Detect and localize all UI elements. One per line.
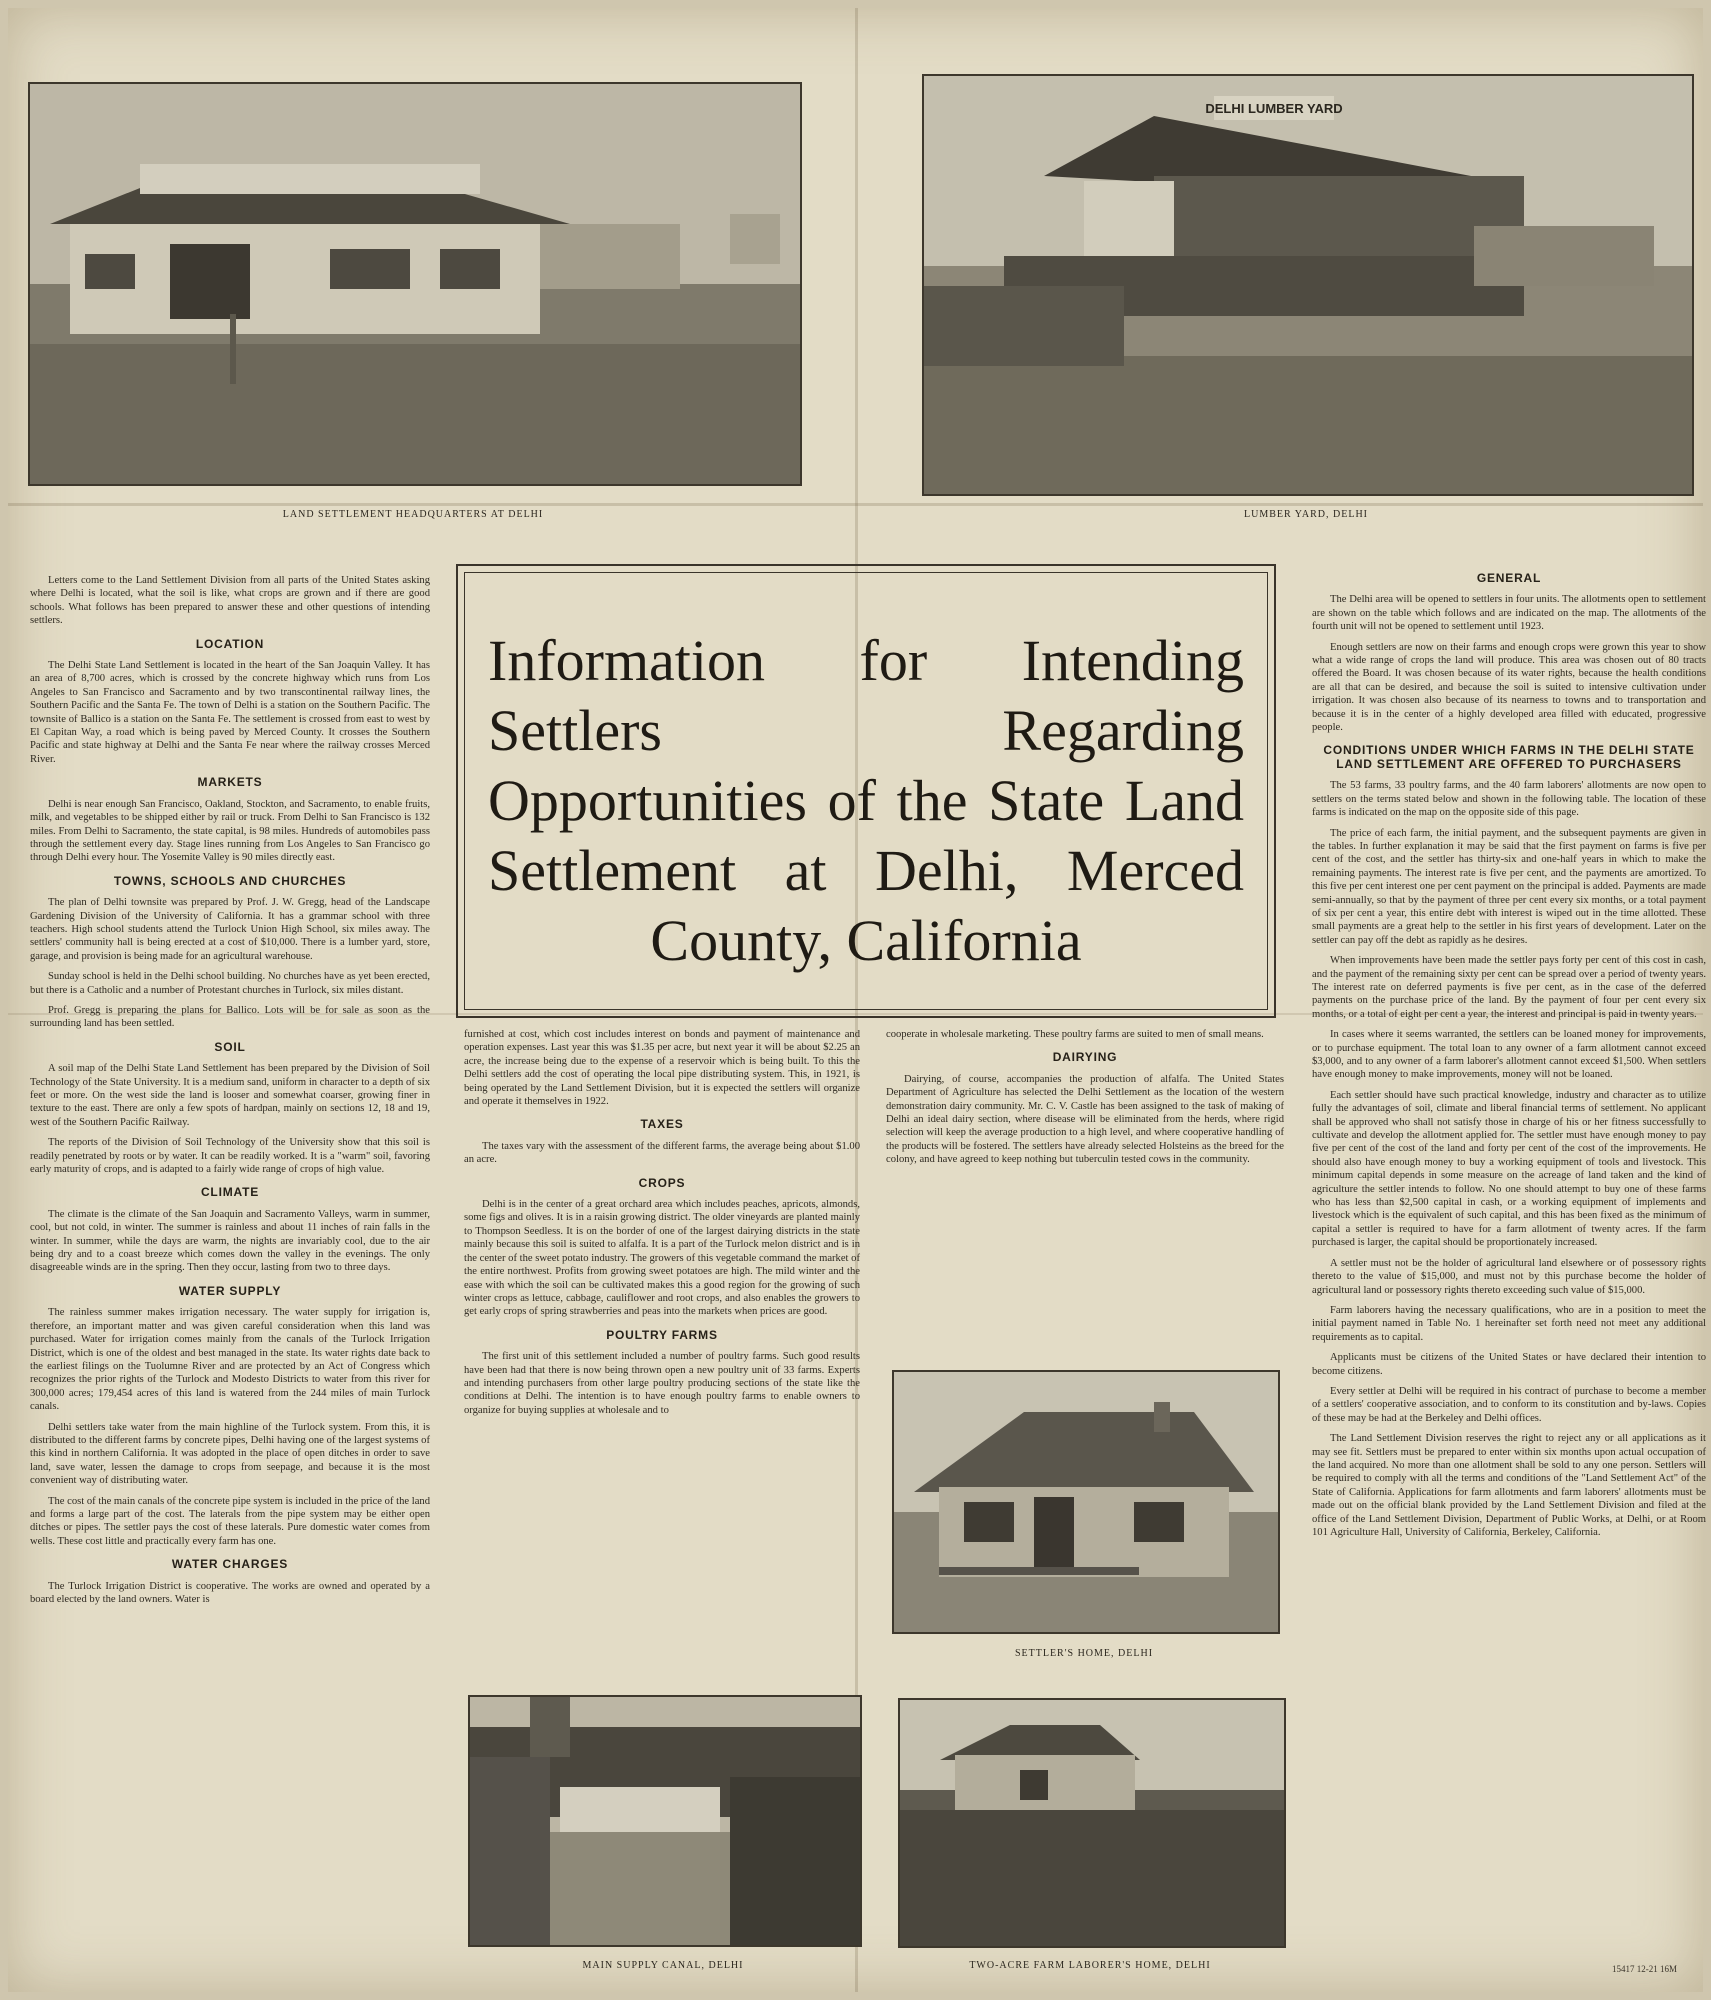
caption-laborers-home: TWO-ACRE FARM LABORER'S HOME, DELHI [969,1960,1211,1971]
footer-code: 15417 12-21 16M [1612,1964,1677,1974]
general-paragraph-1: The Delhi area will be opened to settlers in four units. The allotments open to settlement are shown on the table which follows and are indicated on the map. The allotments of the fourth unit will not be opened to settlement until 1923. [1312,594,1706,633]
crops-heading: CROPS [638,1175,686,1190]
caption-lumber-yard: LUMBER YARD, DELHI [1243,509,1368,520]
charges-continued-paragraph: furnished at cost, which cost includes interest on bonds and payment of maintenance and operation expenses. Last year this was $1.35 per acre, but next year it will be about $2.25 an acre, the increase being due to the expense of a reservoir which is being built. To this the Delhi settlers add the cost of operating the local pipe distributing system. This, in 1921, is being operated by the Land Settlement Division, but it is expected the settlers will organize and operate it themselves in 1922. [464,1029,860,1108]
conditions-paragraph-1: The 53 farms, 33 poultry farms, and the 40 farm laborers' allotments are now open to settlers on the terms stated below and shown in the following table. The location of these farms is indicated on the map on the opposite side of this page. [1312,780,1706,819]
right-column [1312,570,1706,1546]
dairying-paragraph: Dairying, of course, accompanies the production of alfalfa. The United States Department of Agriculture has selected the Delhi Settlement as the location of the western demonstration dairy community. Mr. C. V. Castle has been assigned to the task of making of Delhi an ideal dairy section, where disease will be eliminated from the herds, where rigid selection will keep the average production to a high level, and where cooperative handling of the products will be fostered. The settlers have already selected Holsteins as the breed for the colony, and have agreed to keep nothing but tuberculin tested cows in the community. [886,1073,1284,1166]
photo-settlers-home [892,1370,1280,1634]
climate-paragraph: The climate is the climate of the San Joaquin and Sacramento Valleys, warm in summer, cool, but not cold, in winter. The summer is rainless and about 11 inches of rain falls in the winter. In summer, while the days are warm, the nights are invariably cool, due to the air being dry and to a coast breeze which comes down the valley in the evenings. The only disagreeable winds are in the spring. Then they occur, lasting from two to three days. [30,1208,430,1274]
taxes-heading: TAXES [640,1117,684,1132]
photo-main-supply-canal [468,1695,862,1947]
conditions-paragraph-2: The price of each farm, the initial payment, and the subsequent payments are given in the tables. In further explanation it may be said that the first payment on farms is five per cent of the cost, and the settler has thirty-six and one-half years in which to make the remaining payments. The interest rate is five per cent, and the payments are amortized. To this five per cent interest one per cent payment on the principal is added. Payments are made semi-annually, so that by the payment of three per cent every six months, or a total payment of six per cent a year, this entire debt with interest is wiped out in the time allotted. These small payments are a great help to the settler in his first years of development. Later on the settler can pay off the debt as rapidly as he desires. [1312,827,1706,946]
lumber-yard-sign: DELHI LUMBER YARD [1205,101,1343,116]
water-supply-heading: WATER SUPPLY [178,1283,282,1298]
general-heading: GENERAL [1476,571,1542,585]
towns-paragraph-2: Sunday school is held in the Delhi school building. No churches have as yet been erected, but there is a Catholic and a number of Protestant churches in Turlock, six miles distant. [30,971,430,996]
dairying-heading: DAIRYING [1052,1050,1118,1065]
conditions-paragraph-9: Every settler at Delhi will be required in his contract of purchase to become a member of a settlers' cooperative association, and to conform to its constitution and by-laws. Copies of these may be had at the Berkeley and Delhi offices. [1312,1385,1706,1424]
water-charges-paragraph: The Turlock Irrigation District is cooperative. The works are owned and operated by a board elected by the land owners. Water is [30,1580,430,1605]
markets-paragraph: Delhi is near enough San Francisco, Oakland, Stockton, and Sacramento, to enable fruits, milk, and vegetables to be shipped either by rail or truck. From Delhi to San Francisco is 132 miles. From Delhi to Sacramento, the state capital, is 98 miles. Hundreds of automobiles pass through the settlement every day. Stage lines running from Los Angeles to San Francisco go through Delhi every hour. The Yosemite Valley is 90 miles directly east. [30,798,430,864]
left-column [30,574,430,1613]
photo-lumber-yard [922,74,1694,496]
intro-paragraph: Letters come to the Land Settlement Division from all parts of the United States asking where Delhi is located, what the soil is like, what crops are grown and if there are good schools. What follows has been prepared to answer these and other questions of intending settlers. [30,575,430,627]
towns-paragraph-1: The plan of Delhi townsite was prepared by Prof. J. W. Gregg, head of the Landscape Gardening Division of the University of California. It has a grammar school with three teachers. High school students attend the Turlock Union High School, six miles away. The settlers' community hall is being erected at a cost of $10,000. There is a lumber yard, store, garage, and provision is being made for an agricultural warehouse. [30,897,430,962]
conditions-paragraph-10: The Land Settlement Division reserves the right to reject any or all applications as it may see fit. Settlers must be prepared to enter within six months upon actual occupation of the land acquired. No more than one allotment shall be sold to any one person. Settlers will be required to comply with all the terms and conditions of the "Land Settlement Act" of the State of California. Applications for farm allotments and farm laborers' allotments must be made out on the official blank provided by the Land Settlement Division and filed at the office of the Land Settlement Division, Department of Public Works, at Delhi, or at Room 101 Agriculture Hall, University of California, Berkeley, California. [1312,1433,1706,1538]
climate-heading: CLIMATE [200,1185,260,1200]
photo-laborers-home [898,1698,1286,1948]
horizontal-fold [8,503,1703,506]
water-paragraph-3: The cost of the main canals of the concrete pipe system is included in the price of the land and forms a large part of the cost. The laterals from the pipe system may be either open ditches or pipes. The settler pays the cost of these laterals. Pure domestic water comes from wells. These cost little and practically every farm has one. [30,1495,430,1547]
location-paragraph: The Delhi State Land Settlement is located in the heart of the San Joaquin Valley. It has an area of 8,700 acres, which is crossed by the concrete highway which runs from Los Angeles to San Francisco and Sacramento and by two transcontinental railway lines, the Southern Pacific and the Santa Fe. The town of Delhi is a station on the Southern Pacific. The townsite of Ballico is a station on the Santa Fe. The settlement is crossed from east to west by El Capitan Way, a road which is being paved by Merced County. It crosses the Southern Pacific and state highway at Delhi and the Santa Fe near where the railway crosses Merced River. [30,660,430,765]
water-paragraph-1: The rainless summer makes irrigation necessary. The water supply for irrigation is, therefore, an important matter and was given careful consideration when this land was purchased. Water for irrigation comes mainly from the canals of the Turlock Irrigation District, which is one of the oldest and best managed in the state. Its water rights date back to the earliest filings on the Tuolumne River and are protected by an Act of Congress which recognizes the prior rights of the Turlock and Modesto Districts to water from this river for 300,000 acres; 179,454 acres of this land is watered from the 244 miles of main Turlock canals. [30,1307,430,1413]
caption-settlers-home: SETTLER'S HOME, DELHI [1014,1648,1154,1659]
markets-heading: MARKETS [197,775,263,790]
conditions-paragraph-4: In cases where it seems warranted, the settlers can be loaned money for improvements, or to purchase equipment. The total loan to any owner of a farm allotment cannot exceed $3,000, and to any owner of a farm laborer's allotment cannot exceed $1,500. When settlers have enough money to make improvements, money will not be loaned. [1312,1029,1706,1081]
conditions-heading: CONDITIONS UNDER WHICH FARMS IN THE DELHI STATE LAND SETTLEMENT ARE OFFERED TO PURCHASERS [1323,743,1695,771]
conditions-paragraph-6: A settler must not be the holder of agricultural land elsewhere or of possessory rights thereto to the value of $15,000, and must not by this purchase become the holder of agricultural land or possessory rights thereto exceeding such value of $15,000. [1312,1257,1706,1296]
water-paragraph-2: Delhi settlers take water from the main highline of the Turlock system. From this, it is distributed to the different farms by concrete pipes, Delhi having one of the largest systems of this kind in northern California. It was adopted in the place of open ditches in order to save land, save water, lessen the damage to crops from seepage, and because it is the most convenient way of distributing water. [30,1421,430,1487]
caption-headquarters: LAND SETTLEMENT HEADQUARTERS AT DELHI [282,509,544,520]
taxes-paragraph: The taxes vary with the assessment of the different farms, the average being about $1.00 an acre. [464,1140,860,1166]
middle-column [464,1028,860,1424]
soil-heading: SOIL [214,1039,246,1054]
towns-paragraph-3: Prof. Gregg is preparing the plans for Ballico. Lots will be for sale as soon as the surrounding land has been settled. [30,1004,430,1030]
newspaper-sheet [8,8,1706,1992]
soil-paragraph-1: A soil map of the Delhi State Land Settlement has been prepared by the Division of Soil Technology of the State University. It is a medium sand, uniform in character to a depth of six feet or more. On the west side the land is looser and somewhat coarser, growing finer in texture to the east. There are only a few spots of hardpan, mainly on sections 12, 18 and 19, west of the Southern Pacific Railway. [30,1063,430,1128]
caption-canal: MAIN SUPPLY CANAL, DELHI [582,1960,744,1971]
poultry-heading: POULTRY FARMS [606,1327,718,1342]
conditions-paragraph-5: Each settler should have such practical knowledge, industry and character as to utilize fully the advantages of soil, climate and liberal financial terms of settlement. No applicant shall be approved who shall not satisfy those in charge of his or her fitness successfully to cultivate and develop the allotment applied for. The settler must have enough money to pay five per cent of the cost of the land and forty per cent of the cost of the improvements. He should also have enough money to buy a working equipment of tools and livestock. This minimum capital depends in some measure on the acreage of land taken and the kind of agriculture the settler intends to follow. No one should attempt to buy one of these farms who has less than $2,500 capital in cash, or a working equipment of implements and livestock which is the equivalent of such capital, and this has been fixed as the minimum of capital a settler is required to have for a farm allotment of twenty acres. If the farm purchased is larger, the capital should be proportionately increased. [1312,1089,1706,1249]
soil-paragraph-2: The reports of the Division of Soil Technology of the University show that this soil is readily penetrated by roots or by water. It can be readily worked. It is a "warm" soil, favoring early maturity of crops, and is adapted to a fairly wide range of crops of high value. [30,1137,430,1176]
conditions-paragraph-7: Farm laborers having the necessary qualifications, who are in a position to meet the initial payment named in Table No. 1 hereinafter set forth need not meet any additional requirements as to capital. [1312,1304,1706,1343]
photo-headquarters [28,82,802,486]
right-middle-column [886,1028,1284,1174]
conditions-paragraph-8: Applicants must be citizens of the United States or have declared their intention to become citizens. [1312,1352,1706,1377]
poultry-continued-paragraph: cooperate in wholesale marketing. These poultry farms are suited to men of small means. [886,1029,1264,1040]
crops-paragraph: Delhi is in the center of a great orchard area which includes peaches, apricots, almonds, some figs and olives. It is in a raisin growing district. The older vineyards are planted mainly to Thompson Seedless. It is on the border of one of the largest dairying districts in the state mainly because this soil is suited to alfalfa. It is a part of the Turlock melon district and is in the center of the sweet potato industry. The growers of this vegetable command the market of the entire northwest. Profits from growing sweet potatoes are high. The mild winter and the ease with which the soil can be cultivated makes this a good region for the growing of such winter crops as lettuce, cabbage, cauliflower and root crops, and also enables the growers to get early crops of spring strawberries and peas into the markets when prices are good. [464,1199,860,1318]
main-title: Information for Intending Settlers Regarding Opportunities of the State Land Settlement at Delhi, Merced County, California [488,628,1244,973]
water-charges-heading: WATER CHARGES [171,1557,289,1572]
conditions-paragraph-3: When improvements have been made the settler pays forty per cent of this cost in cash, and the payment of the remaining sixty per cent can be spread over a period of twenty years. The interest rate on deferred payments is five per cent, as in the case of the deferred payments on the purchase price of the land. By the payment of four per cent every six months, or a total of eight per cent a year, the interest and principal is paid in twenty years. [1312,955,1706,1020]
general-paragraph-2: Enough settlers are now on their farms and enough crops were grown this year to show what a wide range of crops the land will produce. This area was chosen out of 80 tracts offered the Board. It was chosen because of its water rights, because the health conditions are all that can be desired, and because the soil is suited to intensive cultivation under irrigation. It was chosen also because of its nearness to towns and to transportation and because it is in the center of a highly developed area filled with educated, progressive people. [1312,641,1706,734]
location-heading: LOCATION [195,636,265,651]
title-box [456,564,1276,1018]
towns-heading: TOWNS, SCHOOLS AND CHURCHES [113,873,347,888]
poultry-paragraph: The first unit of this settlement included a number of poultry farms. Such good results have been had that there is now being thrown open a new poultry unit of 33 farms. Experts and intending purchasers from other large poultry producing sections of the state like the conditions at Delhi. The intention is to have enough poultry farms to enable owners to organize for buying supplies at wholesale and to [464,1351,860,1416]
